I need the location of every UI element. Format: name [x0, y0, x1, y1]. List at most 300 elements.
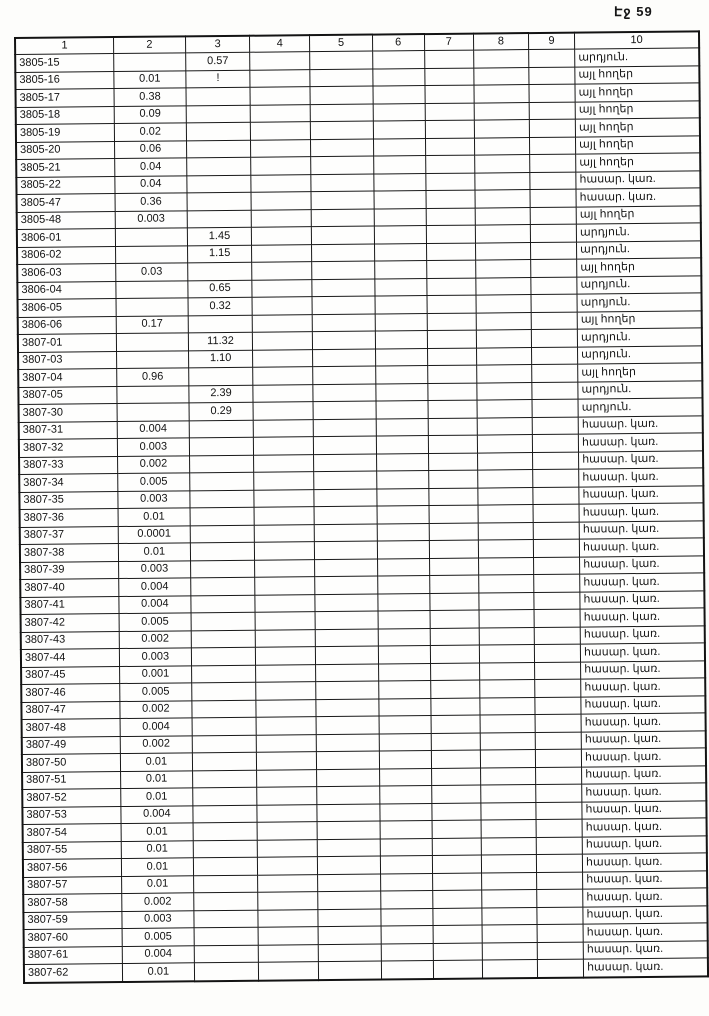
- column-header-10: 10: [575, 31, 700, 49]
- cell-value: [256, 699, 316, 717]
- cell-land-category: հասար. կառ.: [582, 818, 707, 837]
- cell-value: [376, 488, 428, 506]
- cell-value: [253, 332, 313, 350]
- cell-value: [319, 944, 381, 962]
- cell-value: 0.29: [189, 402, 253, 420]
- cell-parcel-code: 3807-32: [19, 439, 117, 457]
- cell-land-category: այլ հողեր: [576, 153, 701, 172]
- cell-value: [376, 453, 428, 471]
- cell-value: [193, 857, 257, 875]
- cell-value: [257, 822, 317, 840]
- cell-value: [533, 487, 579, 505]
- cell-value: [252, 279, 312, 297]
- cell-value: [116, 333, 188, 351]
- cell-land-category: հասար. կառ.: [582, 853, 707, 872]
- cell-value: [532, 364, 578, 382]
- cell-value: [116, 280, 188, 298]
- cell-value: [254, 454, 314, 472]
- cell-land-category: հասար. կառ.: [578, 415, 703, 434]
- cell-land-category: այլ հողեր: [577, 310, 702, 329]
- cell-value: [480, 715, 535, 733]
- cell-value: [310, 69, 372, 87]
- cell-value: [373, 86, 425, 104]
- page-number-label: Էջ 59: [614, 4, 653, 19]
- cell-value: [380, 891, 432, 909]
- cell-value: [311, 104, 373, 122]
- cell-value: [377, 506, 429, 524]
- cell-value: [534, 609, 580, 627]
- cell-value: [535, 697, 581, 715]
- cell-value: [373, 103, 425, 121]
- cell-value: [537, 907, 583, 925]
- cell-land-category: հասար. կառ.: [579, 468, 704, 487]
- cell-value: [318, 874, 380, 892]
- cell-value: [431, 715, 480, 733]
- cell-value: [481, 855, 536, 873]
- cell-value: [253, 402, 313, 420]
- cell-value: [193, 840, 257, 858]
- cell-value: [480, 767, 535, 785]
- cell-value: [375, 366, 427, 384]
- cell-value: [258, 909, 318, 927]
- cell-parcel-code: 3805-20: [16, 141, 114, 159]
- cell-value: [430, 663, 479, 681]
- cell-value: [425, 120, 474, 138]
- cell-value: [431, 698, 480, 716]
- cell-value: [432, 838, 481, 856]
- cell-value: [373, 173, 425, 191]
- cell-value: [376, 436, 428, 454]
- cell-parcel-code: 3807-48: [22, 719, 120, 737]
- cell-parcel-code: 3807-57: [23, 876, 121, 894]
- cell-land-category: արդյուն.: [576, 223, 701, 242]
- cell-value: [480, 750, 535, 768]
- cell-value: [430, 610, 479, 628]
- cell-value: [477, 382, 532, 400]
- cell-value: [537, 959, 583, 977]
- cell-value: [476, 347, 531, 365]
- cell-value: 0.003: [119, 648, 191, 666]
- cell-value: [187, 175, 251, 193]
- cell-parcel-code: 3805-18: [16, 106, 114, 124]
- cell-value: 0.001: [119, 665, 191, 683]
- cell-value: [316, 646, 378, 664]
- cell-value: [316, 629, 378, 647]
- cell-land-category: հասար. կառ.: [578, 433, 703, 452]
- cell-value: [425, 138, 474, 156]
- cell-value: [536, 872, 582, 890]
- cell-value: [430, 645, 479, 663]
- cell-value: 0.004: [117, 420, 189, 438]
- cell-value: [537, 942, 583, 960]
- cell-value: [480, 697, 535, 715]
- column-header-7: 7: [424, 34, 473, 51]
- cell-value: [425, 85, 474, 103]
- cell-value: [381, 961, 433, 979]
- cell-value: 0.32: [188, 297, 252, 315]
- cell-value: [477, 470, 532, 488]
- cell-value: 0.04: [114, 158, 186, 176]
- cell-value: [257, 804, 317, 822]
- cell-value: [478, 540, 533, 558]
- cell-value: [428, 418, 477, 436]
- cell-value: [536, 819, 582, 837]
- cell-value: [380, 838, 432, 856]
- cell-value: !: [186, 70, 250, 88]
- cell-value: [381, 926, 433, 944]
- cell-value: [480, 732, 535, 750]
- cell-value: [312, 279, 374, 297]
- cell-value: [537, 889, 583, 907]
- cell-value: [477, 400, 532, 418]
- cell-parcel-code: 3806-03: [17, 264, 115, 282]
- cell-value: 0.004: [119, 595, 191, 613]
- cell-value: [531, 347, 577, 365]
- cell-value: [537, 924, 583, 942]
- cell-value: [475, 172, 530, 190]
- cell-parcel-code: 3806-06: [18, 316, 116, 334]
- cell-value: [529, 67, 575, 85]
- cell-value: [259, 962, 319, 981]
- cell-land-category: հասար. կառ.: [581, 678, 706, 697]
- cell-value: [433, 960, 482, 978]
- cell-value: [375, 383, 427, 401]
- column-header-2: 2: [113, 36, 185, 53]
- cell-parcel-code: 3807-04: [18, 369, 116, 387]
- cell-value: [376, 401, 428, 419]
- cell-parcel-code: 3806-02: [17, 246, 115, 264]
- cell-value: 0.004: [120, 718, 192, 736]
- cell-value: [533, 522, 579, 540]
- cell-value: [533, 504, 579, 522]
- cell-value: 0.004: [122, 945, 194, 963]
- cell-parcel-code: 3807-54: [23, 824, 121, 842]
- cell-value: [251, 139, 311, 157]
- cell-value: [191, 577, 255, 595]
- cell-value: [482, 925, 537, 943]
- cell-parcel-code: 3807-34: [19, 474, 117, 492]
- cell-value: [380, 908, 432, 926]
- cell-value: [426, 278, 475, 296]
- cell-value: [257, 752, 317, 770]
- cell-value: [251, 209, 311, 227]
- cell-value: 0.004: [121, 805, 193, 823]
- cell-value: [314, 506, 376, 524]
- cell-value: [190, 507, 254, 525]
- cell-value: 0.01: [120, 753, 192, 771]
- cell-parcel-code: 3807-30: [19, 404, 117, 422]
- cell-value: [429, 575, 478, 593]
- cell-value: [432, 820, 481, 838]
- cell-value: [317, 751, 379, 769]
- cell-land-category: այլ հողեր: [578, 363, 703, 382]
- column-header-8: 8: [473, 33, 528, 50]
- cell-parcel-code: 3807-46: [21, 684, 119, 702]
- cell-value: [186, 87, 250, 105]
- cell-parcel-code: 3807-49: [22, 736, 120, 754]
- cell-value: [428, 435, 477, 453]
- cell-land-category: հասար. կառ.: [583, 923, 708, 942]
- cell-value: [432, 890, 481, 908]
- cell-value: [529, 119, 575, 137]
- cell-value: [375, 331, 427, 349]
- cell-parcel-code: 3807-52: [22, 789, 120, 807]
- cell-value: [380, 873, 432, 891]
- cell-value: [192, 735, 256, 753]
- cell-value: 0.003: [118, 560, 190, 578]
- cell-value: 0.01: [121, 840, 193, 858]
- cell-value: [313, 384, 375, 402]
- cell-value: [429, 558, 478, 576]
- cell-value: [315, 611, 377, 629]
- cell-value: [116, 298, 188, 316]
- cell-value: 0.02: [114, 123, 186, 141]
- cell-value: [256, 664, 316, 682]
- cell-value: [313, 331, 375, 349]
- cell-value: [258, 892, 318, 910]
- cell-value: 0.06: [114, 140, 186, 158]
- cell-value: [313, 366, 375, 384]
- cell-value: [193, 822, 257, 840]
- cell-land-category: հասար. կառ.: [580, 608, 705, 627]
- cell-value: [478, 557, 533, 575]
- cell-land-category: հասար. կառ.: [583, 905, 708, 924]
- cell-value: 0.01: [121, 823, 193, 841]
- cell-value: [426, 260, 475, 278]
- cell-value: 0.65: [188, 280, 252, 298]
- cell-value: [190, 525, 254, 543]
- column-header-4: 4: [250, 35, 310, 52]
- cell-value: 0.002: [122, 893, 194, 911]
- cell-value: [535, 732, 581, 750]
- cell-value: [532, 417, 578, 435]
- cell-parcel-code: 3805-15: [15, 54, 113, 72]
- cell-value: [427, 295, 476, 313]
- cell-value: [473, 50, 528, 68]
- cell-value: [475, 207, 530, 225]
- cell-parcel-code: 3807-51: [22, 771, 120, 789]
- cell-value: 0.01: [120, 770, 192, 788]
- cell-value: [474, 155, 529, 173]
- cell-value: [258, 874, 318, 892]
- cell-value: [312, 226, 374, 244]
- column-header-9: 9: [528, 33, 574, 50]
- cell-parcel-code: 3807-42: [21, 614, 119, 632]
- cell-value: [192, 665, 256, 683]
- cell-land-category: հասար. կառ.: [581, 713, 706, 732]
- cell-value: [380, 821, 432, 839]
- cell-value: [534, 592, 580, 610]
- cell-value: [534, 627, 580, 645]
- cell-value: [379, 716, 431, 734]
- cell-value: [532, 382, 578, 400]
- cell-value: [314, 489, 376, 507]
- cell-value: [315, 594, 377, 612]
- cell-value: [317, 804, 379, 822]
- cell-value: [533, 557, 579, 575]
- cell-value: [253, 349, 313, 367]
- cell-value: [433, 925, 482, 943]
- cell-value: [426, 243, 475, 261]
- cell-value: [531, 312, 577, 330]
- cell-value: [536, 854, 582, 872]
- cell-value: [374, 243, 426, 261]
- cell-value: [190, 472, 254, 490]
- cell-value: [314, 471, 376, 489]
- cell-value: [536, 802, 582, 820]
- cell-value: [427, 313, 476, 331]
- cell-value: [372, 51, 424, 69]
- cell-value: [430, 680, 479, 698]
- column-header-1: 1: [15, 37, 113, 54]
- cell-parcel-code: 3805-19: [16, 124, 114, 142]
- cell-value: [312, 296, 374, 314]
- cell-land-category: այլ հողեր: [577, 258, 702, 277]
- cell-value: [534, 662, 580, 680]
- cell-value: [189, 437, 253, 455]
- cell-land-category: այլ հողեր: [576, 205, 701, 224]
- cell-value: 0.17: [116, 315, 188, 333]
- cell-value: [258, 927, 318, 945]
- cell-value: [373, 138, 425, 156]
- cell-value: [426, 208, 475, 226]
- cell-parcel-code: 3807-43: [21, 631, 119, 649]
- cell-value: [115, 228, 187, 246]
- cell-value: [474, 102, 529, 120]
- cell-value: [255, 594, 315, 612]
- cell-value: [257, 839, 317, 857]
- cell-value: [478, 487, 533, 505]
- cell-value: [474, 137, 529, 155]
- cell-value: [474, 85, 529, 103]
- cell-land-category: հասար. կառ.: [581, 660, 706, 679]
- cell-value: [311, 174, 373, 192]
- cell-value: [533, 469, 579, 487]
- cell-value: [310, 51, 372, 69]
- cell-value: [316, 716, 378, 734]
- cell-value: [186, 122, 250, 140]
- cell-value: [377, 523, 429, 541]
- cell-value: [253, 419, 313, 437]
- column-header-3: 3: [185, 36, 249, 53]
- cell-value: [257, 787, 317, 805]
- cell-value: [476, 365, 531, 383]
- cell-land-category: հասար. կառ.: [580, 590, 705, 609]
- cell-value: [478, 505, 533, 523]
- cell-value: [477, 435, 532, 453]
- cell-parcel-code: 3807-35: [19, 491, 117, 509]
- cell-value: [379, 786, 431, 804]
- cell-value: [373, 156, 425, 174]
- cell-value: [311, 191, 373, 209]
- cell-value: [186, 140, 250, 158]
- cell-value: [188, 262, 252, 280]
- cell-value: [479, 592, 534, 610]
- cell-value: [253, 384, 313, 402]
- cell-parcel-code: 3807-47: [21, 701, 119, 719]
- cell-value: [530, 242, 576, 260]
- cell-value: [253, 367, 313, 385]
- cell-value: [374, 208, 426, 226]
- cell-parcel-code: 3807-44: [21, 649, 119, 667]
- cell-value: [481, 872, 536, 890]
- cell-value: [316, 664, 378, 682]
- cell-value: [424, 68, 473, 86]
- cell-value: [532, 434, 578, 452]
- cell-value: [476, 277, 531, 295]
- cell-land-category: հասար. կառ.: [581, 695, 706, 714]
- cell-value: [377, 593, 429, 611]
- cell-value: [425, 155, 474, 173]
- cell-land-category: հասար. կառ.: [579, 485, 704, 504]
- cell-value: [187, 157, 251, 175]
- cell-value: [250, 104, 310, 122]
- cell-value: [529, 102, 575, 120]
- cell-parcel-code: 3807-50: [22, 754, 120, 772]
- cell-value: [378, 628, 430, 646]
- cell-value: [430, 628, 479, 646]
- cell-parcel-code: 3807-58: [23, 894, 121, 912]
- cell-value: [378, 646, 430, 664]
- cell-value: [317, 786, 379, 804]
- cell-value: [313, 314, 375, 332]
- cell-value: [193, 770, 257, 788]
- cell-parcel-code: 3807-55: [23, 841, 121, 859]
- cell-value: [379, 803, 431, 821]
- cell-value: [376, 418, 428, 436]
- cell-value: [315, 524, 377, 542]
- cell-value: [376, 471, 428, 489]
- cell-value: [315, 541, 377, 559]
- cell-value: [482, 960, 537, 979]
- cell-value: [425, 173, 474, 191]
- cell-value: [317, 769, 379, 787]
- cell-land-category: հասար. կառ.: [580, 555, 705, 574]
- cell-value: 0.005: [122, 928, 194, 946]
- cell-value: [252, 297, 312, 315]
- cell-value: [531, 259, 577, 277]
- cell-value: [481, 837, 536, 855]
- cell-value: [532, 452, 578, 470]
- cell-land-category: հասար. կառ.: [583, 940, 708, 959]
- cell-value: [256, 647, 316, 665]
- cell-value: [258, 857, 318, 875]
- cell-value: 0.57: [186, 52, 250, 70]
- cell-land-category: հասար. կառ.: [581, 748, 706, 767]
- cell-value: [250, 52, 310, 70]
- cell-value: [192, 682, 256, 700]
- cell-value: [476, 330, 531, 348]
- land-parcel-table: [14, 30, 709, 983]
- cell-value: [378, 681, 430, 699]
- cell-value: [193, 787, 257, 805]
- cell-land-category: այլ հողեր: [576, 135, 701, 154]
- cell-value: [379, 733, 431, 751]
- cell-value: [431, 750, 480, 768]
- cell-value: [479, 627, 534, 645]
- cell-value: [374, 191, 426, 209]
- cell-value: [530, 154, 576, 172]
- cell-parcel-code: 3807-45: [21, 666, 119, 684]
- cell-value: [311, 121, 373, 139]
- cell-value: [312, 209, 374, 227]
- cell-land-category: հասար. կառ.: [576, 170, 701, 189]
- cell-parcel-code: 3807-56: [23, 859, 121, 877]
- cell-parcel-code: 3807-59: [23, 911, 121, 929]
- cell-value: 1.10: [189, 350, 253, 368]
- cell-value: [475, 190, 530, 208]
- cell-value: [529, 137, 575, 155]
